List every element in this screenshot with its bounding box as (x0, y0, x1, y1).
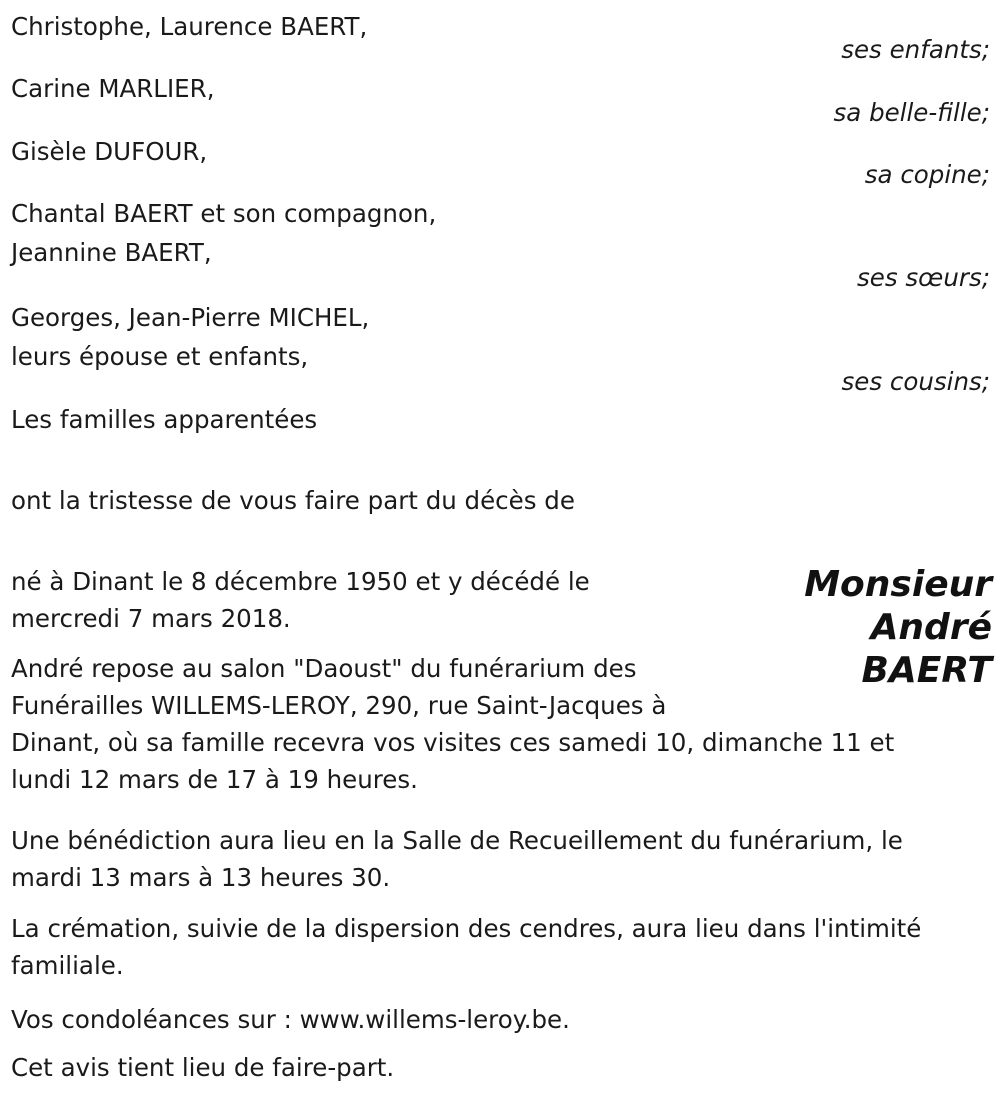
deceased-first-name: André (870, 607, 992, 648)
family-line-relatives: Les familles apparentées (11, 405, 318, 434)
resting-line-1: André repose au salon "Daoust" du funérarium des (11, 654, 637, 683)
resting-line-3: Dinant, où sa famille recevra vos visites ces samedi 10, dimanche 11 et (11, 728, 895, 757)
blessing-line-1: Une bénédiction aura lieu en la Salle de Recueillement du funérarium, le (11, 826, 903, 855)
announcement-text: ont la tristesse de vous faire part du décès de (11, 486, 575, 515)
condolences-text: Vos condoléances sur : www.willems-leroy.be. (11, 1005, 570, 1034)
role-companion: sa copine; (864, 160, 990, 189)
birth-line-2: mercredi 7 mars 2018. (11, 604, 291, 633)
family-line-daughter-in-law: Carine MARLIER, (11, 74, 215, 103)
closing-text: Cet avis tient lieu de faire-part. (11, 1053, 395, 1082)
role-daughter-in-law: sa belle-fille; (833, 98, 990, 127)
family-line-sister-1: Chantal BAERT et son compagnon, (11, 199, 437, 228)
family-line-companion: Gisèle DUFOUR, (11, 137, 208, 166)
family-line-children: Christophe, Laurence BAERT, (11, 12, 368, 41)
family-line-cousins-1: Georges, Jean-Pierre MICHEL, (11, 303, 370, 332)
resting-paragraph (11, 650, 894, 798)
birth-death-paragraph (11, 563, 590, 637)
role-children: ses enfants; (841, 35, 990, 64)
role-sisters: ses sœurs; (857, 263, 990, 292)
family-line-cousins-2: leurs épouse et enfants, (11, 342, 309, 371)
cremation-line-2: familiale. (11, 951, 124, 980)
blessing-line-2: mardi 13 mars à 13 heures 30. (11, 863, 391, 892)
resting-line-4: lundi 12 mars de 17 à 19 heures. (11, 765, 418, 794)
blessing-paragraph (11, 822, 903, 896)
birth-line-1: né à Dinant le 8 décembre 1950 et y décédé le (11, 567, 590, 596)
deceased-title: Monsieur (804, 564, 992, 605)
deceased-last-name: BAERT (861, 650, 992, 691)
resting-line-2: Funérailles WILLEMS-LEROY, 290, rue Saint-Jacques à (11, 691, 667, 720)
family-line-sister-2: Jeannine BAERT, (11, 238, 212, 267)
role-cousins: ses cousins; (841, 367, 990, 396)
cremation-paragraph (11, 910, 921, 984)
cremation-line-1: La crémation, suivie de la dispersion des cendres, aura lieu dans l'intimité (11, 914, 922, 943)
